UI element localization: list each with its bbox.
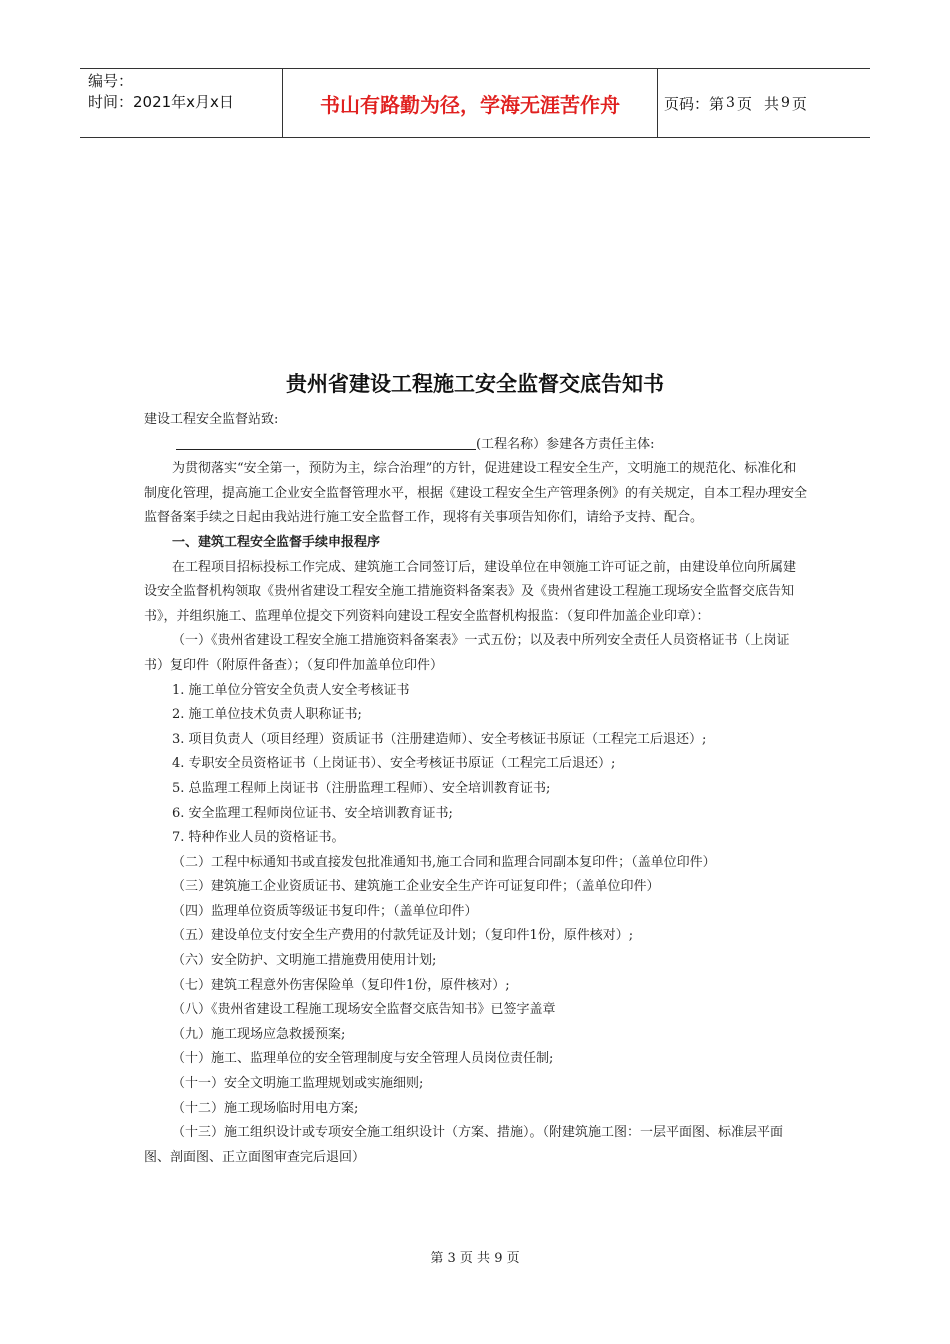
total-prefix: 共 [763, 94, 779, 113]
sub-list-item: 4. 专职安全员资格证书（上岗证书）、安全考核证书原证（工程完工后退还）; [172, 756, 616, 772]
list-item: （十三）施工组织设计或专项安全施工组织设计（方案、措施）。（附建筑施工图：一层平面图、标准层平面图、剖面图、正立面图审查完后退回） [144, 1125, 784, 1165]
total-unit: 页 [791, 94, 807, 113]
sub-list-item: 3. 项目负责人（项目经理）资质证书（注册建造师）、安全考核证书原证（工程完工后退还）; [172, 731, 707, 747]
page-footer: 第 3 页 共 9 页 [430, 1251, 520, 1266]
list-item: （六）安全防护、文明施工措施费用使用计划; [172, 953, 437, 969]
document-title: 贵州省建设工程施工安全监督交底告知书 [286, 372, 664, 396]
section-paragraph: 在工程项目招标投标工作完成、建筑施工合同签订后，建设单位在申领施工许可证之前，由建设单位向所属建设安全监督机构领取《贵州省建设工程安全施工措施资料备案表》及《贵州省建设工程施工现场安全监督交底告知书》，并组织施工、监理单位提交下列资料向建设工程安全监督机构报监：（复印件加盖企业印章）： [144, 559, 797, 624]
page-prefix: 页码：第 [664, 94, 725, 113]
page-number: 3 [726, 95, 735, 111]
code-label: 编号： [88, 72, 134, 90]
list-item: （四）监理单位资质等级证书复印件；（盖单位印件） [172, 903, 478, 919]
list-item: （二）工程中标通知书或直接发包批准通知书,施工合同和监理合同副本复印件；（盖单位印件） [172, 854, 716, 870]
page-unit: 页 [736, 94, 752, 113]
list-item: （十）施工、监理单位的安全管理制度与安全管理人员岗位责任制; [172, 1051, 554, 1067]
project-line-suffix: (工程名称）参建各方责任主体: [476, 436, 655, 452]
list-item: （九）施工现场应急救援预案; [172, 1026, 346, 1042]
addressee: 建设工程安全监督站致: [144, 412, 279, 427]
sub-list-item: 6. 安全监理工程师岗位证书、安全培训教育证书; [172, 805, 453, 821]
intro-paragraph: 为贯彻落实“安全第一，预防为主，综合治理”的方针，促进建设工程安全生产，文明施工的规范化、标准化和制度化管理，提高施工企业安全监督管理水平，根据《建设工程安全生产管理条例》的有关规定，自本工程办理安全监督备案手续之日起由我站进行施工安全监督工作，现将有关事项告知你们，请给予支持、配合。 [144, 461, 808, 526]
page-header [80, 68, 870, 138]
time-label: 时间：2021年x月x日 [88, 93, 234, 111]
list-item: （七）建筑工程意外伤害保险单（复印件1份，原件核对）; [172, 977, 510, 993]
total-number: 9 [780, 95, 790, 111]
header-page-info [664, 69, 807, 137]
sub-list-item: 1. 施工单位分管安全负责人安全考核证书 [172, 682, 410, 698]
list-item: （十二）施工现场临时用电方案; [172, 1100, 359, 1116]
header-meta [88, 71, 278, 113]
header-motto: 书山有路勤为径，学海无涯苦作舟 [282, 69, 658, 137]
list-item: （一）《贵州省建设工程安全施工措施资料备案表》一式五份；以及表中所列安全责任人员资格证书（上岗证书）复印件（附原件备查）；（复印件加盖单位印件） [144, 633, 790, 673]
sub-list-item: 5. 总监理工程师上岗证书（注册监理工程师）、安全培训教育证书; [172, 780, 551, 796]
sub-list-item: 7. 特种作业人员的资格证书。 [172, 830, 345, 846]
list-item: （三）建筑施工企业资质证书、建筑施工企业安全生产许可证复印件；（盖单位印件） [172, 879, 660, 895]
project-name-blank [176, 435, 476, 450]
sub-list-item: 2. 施工单位技术负责人职称证书; [172, 707, 362, 723]
document-body [144, 408, 808, 1170]
list-item: （五）建设单位支付安全生产费用的付款凭证及计划；（复印件1份，原件核对）; [172, 928, 634, 944]
project-line [144, 433, 808, 458]
list-item: （十一）安全文明施工监理规划或实施细则; [172, 1076, 424, 1092]
list-item: （八）《贵州省建设工程施工现场安全监督交底告知书》已签字盖章 [172, 1002, 556, 1018]
section-heading: 一、建筑工程安全监督手续申报程序 [172, 534, 381, 550]
